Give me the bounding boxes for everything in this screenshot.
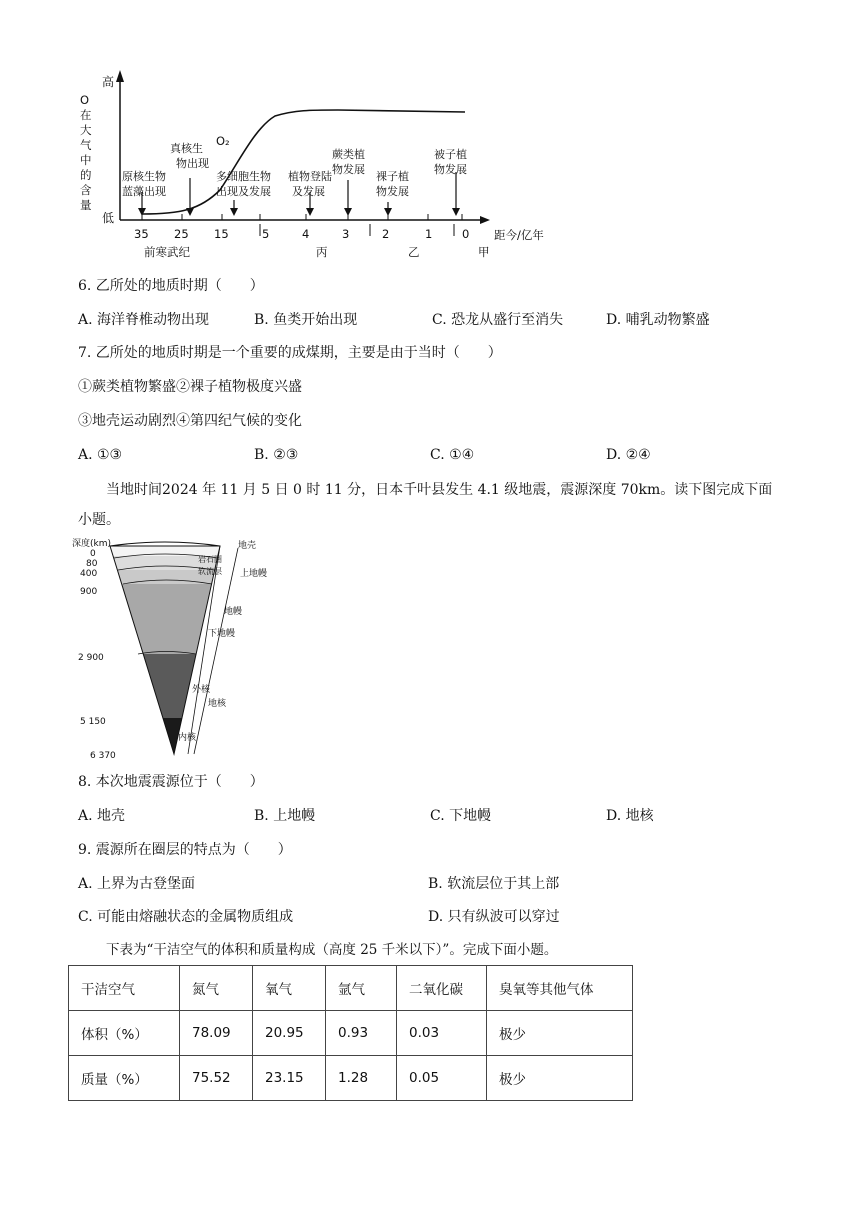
earthquake-intro-line1: 当地时间2024 年 11 月 5 日 0 时 11 分，日本千叶县发生 4.1 级地震，震源深度 70km。读下图完成下面	[106, 482, 773, 498]
table-cell: 极少	[487, 1056, 633, 1101]
svg-text:物发展: 物发展	[376, 185, 409, 198]
svg-text:外核: 外核	[192, 685, 211, 695]
air-composition-table	[68, 965, 633, 1101]
svg-text:物出现: 物出现	[176, 157, 209, 170]
table-cell: 极少	[487, 1011, 633, 1056]
svg-text:2: 2	[382, 227, 390, 241]
table-header-row	[69, 966, 633, 1011]
q7-option-b[interactable]: B. ②③	[254, 447, 299, 463]
air-table-intro: 下表为“干洁空气的体积和质量构成（高度 25 千米以下）”。完成下面小题。	[106, 942, 558, 958]
q7-option-c[interactable]: C. ①④	[430, 447, 475, 463]
svg-text:在: 在	[80, 108, 92, 122]
svg-text:0: 0	[462, 227, 470, 241]
svg-text:丙: 丙	[316, 245, 328, 259]
table-header-cell: 氧气	[253, 966, 326, 1011]
svg-text:80: 80	[86, 559, 98, 569]
svg-text:物发展: 物发展	[332, 163, 365, 176]
q7-statements-2: ③地壳运动剧烈④第四纪气候的变化	[78, 413, 302, 429]
question-8-stem: 8. 本次地震震源位于（ ）	[78, 774, 264, 790]
table-header-cell: 氩气	[326, 966, 397, 1011]
table-cell: 23.15	[253, 1056, 326, 1101]
table-cell: 75.52	[180, 1056, 253, 1101]
table-cell: 质量（%）	[69, 1056, 180, 1101]
event-labels	[122, 141, 467, 198]
q8-option-a[interactable]: A. 地壳	[78, 808, 126, 824]
svg-text:深度(km): 深度(km)	[72, 539, 112, 549]
x-tick-labels	[134, 227, 469, 241]
svg-text:出现及发展: 出现及发展	[216, 185, 271, 198]
y-low-label: 低	[102, 211, 115, 225]
svg-text:4: 4	[302, 227, 310, 241]
svg-text:下地幔: 下地幔	[208, 629, 236, 639]
o2-history-figure	[70, 64, 560, 264]
svg-text:植物登陆: 植物登陆	[288, 170, 332, 183]
svg-text:2 900: 2 900	[78, 653, 104, 663]
q9-option-c[interactable]: C. 可能由熔融状态的金属物质组成	[78, 909, 294, 925]
svg-text:及发展: 及发展	[292, 185, 325, 198]
y-axis-label	[80, 93, 92, 212]
svg-text:O: O	[80, 93, 90, 107]
svg-text:15: 15	[214, 227, 229, 241]
earth-interior-figure	[70, 536, 290, 766]
svg-text:6 370: 6 370	[90, 751, 116, 761]
table-row	[69, 1056, 633, 1101]
q7-option-a[interactable]: A. ①③	[78, 447, 123, 463]
svg-text:1: 1	[425, 227, 433, 241]
svg-text:900: 900	[80, 587, 98, 597]
svg-text:被子植: 被子植	[434, 148, 467, 161]
svg-text:多细胞生物: 多细胞生物	[216, 170, 271, 183]
svg-text:5: 5	[262, 227, 270, 241]
table-header-cell: 二氧化碳	[397, 966, 487, 1011]
svg-text:内核: 内核	[178, 733, 197, 743]
x-unit-label: 距今/亿年	[494, 228, 544, 242]
svg-text:乙: 乙	[408, 245, 420, 259]
q9-option-d[interactable]: D. 只有纵波可以穿过	[428, 909, 560, 925]
o2-label: O₂	[216, 134, 230, 148]
y-high-label: 高	[102, 75, 115, 89]
q6-option-c[interactable]: C. 恐龙从盛行至消失	[432, 312, 564, 328]
table-header-cell: 臭氧等其他气体	[487, 966, 633, 1011]
svg-text:气: 气	[80, 138, 92, 152]
question-6-stem: 6. 乙所处的地质时期（ ）	[78, 278, 264, 294]
svg-text:中: 中	[80, 153, 92, 167]
table-cell: 体积（%）	[69, 1011, 180, 1056]
svg-text:0: 0	[90, 549, 96, 559]
svg-text:地壳: 地壳	[238, 541, 257, 551]
q9-option-b[interactable]: B. 软流层位于其上部	[428, 876, 560, 892]
svg-text:裸子植: 裸子植	[376, 170, 409, 183]
table-row	[69, 1011, 633, 1056]
svg-text:原核生物: 原核生物	[122, 170, 166, 183]
q6-option-b[interactable]: B. 鱼类开始出现	[254, 312, 358, 328]
earthquake-intro-line2: 小题。	[78, 512, 120, 528]
svg-text:岩石圈: 岩石圈	[198, 555, 222, 564]
svg-text:蓝藻出现: 蓝藻出现	[122, 185, 166, 198]
q7-option-d[interactable]: D. ②④	[606, 447, 651, 463]
question-9-stem: 9. 震源所在圈层的特点为（ ）	[78, 842, 292, 858]
q9-option-a[interactable]: A. 上界为古登堡面	[78, 876, 196, 892]
q7-statements-1: ①蕨类植物繁盛②裸子植物极度兴盛	[78, 379, 302, 395]
question-7-stem: 7. 乙所处的地质时期是一个重要的成煤期，主要是由于当时（ ）	[78, 345, 502, 361]
svg-text:前寒武纪: 前寒武纪	[144, 245, 190, 259]
table-header-cell: 干洁空气	[69, 966, 180, 1011]
svg-text:地核: 地核	[208, 699, 227, 709]
table-header-cell: 氮气	[180, 966, 253, 1011]
svg-text:5 150: 5 150	[80, 717, 106, 727]
table-cell: 0.93	[326, 1011, 397, 1056]
table-cell: 78.09	[180, 1011, 253, 1056]
q8-option-b[interactable]: B. 上地幔	[254, 808, 316, 824]
q8-option-d[interactable]: D. 地核	[606, 808, 654, 824]
svg-text:大: 大	[80, 123, 92, 137]
table-cell: 20.95	[253, 1011, 326, 1056]
svg-text:软流层: 软流层	[198, 567, 222, 576]
era-labels	[144, 245, 490, 259]
depth-labels	[72, 537, 116, 761]
svg-text:蕨类植: 蕨类植	[332, 148, 365, 161]
table-cell: 0.03	[397, 1011, 487, 1056]
svg-text:35: 35	[134, 227, 149, 241]
svg-text:的: 的	[80, 168, 92, 182]
svg-text:量: 量	[80, 198, 92, 212]
svg-text:地幔: 地幔	[224, 607, 243, 617]
svg-text:含: 含	[80, 183, 92, 197]
svg-text:真核生: 真核生	[170, 142, 203, 155]
svg-text:物发展: 物发展	[434, 163, 467, 176]
svg-text:甲: 甲	[478, 245, 490, 259]
svg-text:3: 3	[342, 227, 350, 241]
svg-text:400: 400	[80, 569, 98, 579]
q6-option-d[interactable]: D. 哺乳动物繁盛	[606, 312, 710, 328]
svg-text:上地幔: 上地幔	[240, 569, 268, 579]
table-cell: 1.28	[326, 1056, 397, 1101]
table-cell: 0.05	[397, 1056, 487, 1101]
q8-option-c[interactable]: C. 下地幔	[430, 808, 492, 824]
svg-text:25: 25	[174, 227, 189, 241]
q6-option-a[interactable]: A. 海洋脊椎动物出现	[78, 312, 210, 328]
